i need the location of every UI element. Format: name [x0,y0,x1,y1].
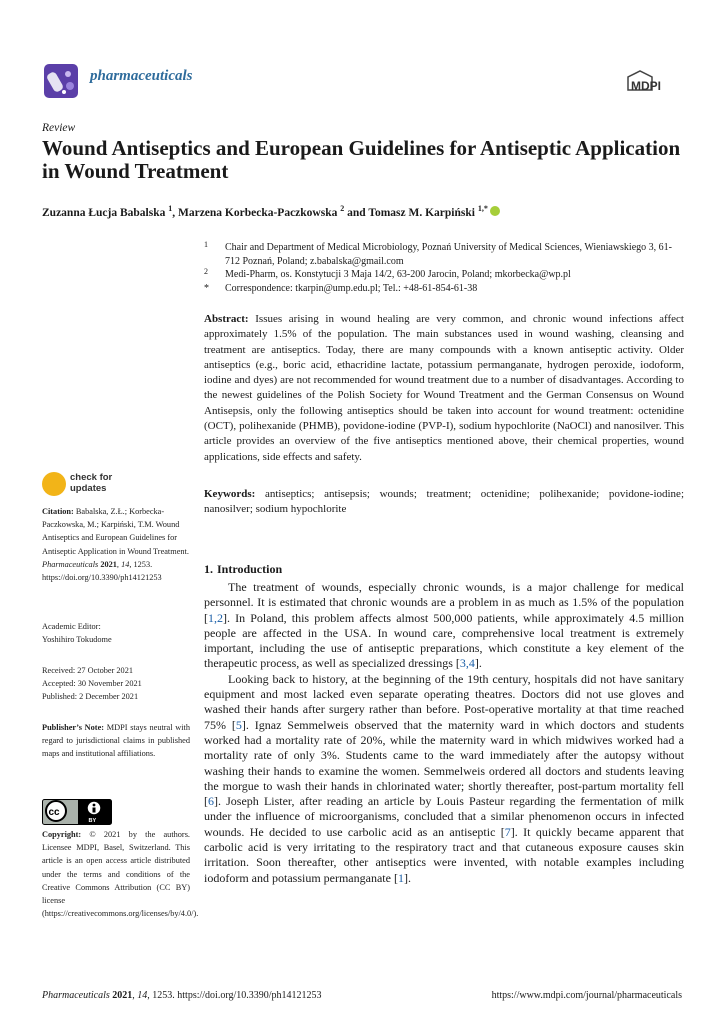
affiliation-text: Medi-Pharm, os. Konstytucji 3 Maja 14/2, 63-200 Jarocin, Poland; mkorbecka@wp.pl [225,269,571,280]
journal-logo-icon [42,62,80,100]
paragraph: The treatment of wounds, especially chronic wounds, is a major challenge for medical personnel. It is estimated that chronic wounds are a problem in as much as 1.5% of the population [1,2]. In Poland, this problem affects almost 500,000 patients, while approximately 4.5 million people are affected in the USA. In wound care, comprehensive local treatment is extremely important, including the use of antiseptic preparations, which constitute a key element of the therapeutic process, as well as specialized dressings [3,4]. [204,580,684,671]
citation-doi-link[interactable]: https://doi.org/10.3390/ph14121253 [42,573,162,583]
editor-name: Yoshihiro Tokudome [42,635,112,645]
academic-editor [42,620,190,646]
section-title: Introduction [217,562,283,576]
citation-pages: , 1253. [129,559,153,569]
author-affiliation-mark: 2 [340,204,345,213]
check-for-updates-button[interactable] [42,470,152,500]
author-separator: , [172,206,178,219]
author-affiliation-mark: 1,* [477,204,488,213]
affiliation-mark: 1 [204,240,208,249]
author-name[interactable]: Marzena Korbecka-Paczkowska [177,206,338,219]
reference-link[interactable]: 1 [397,870,404,885]
publisher-note-label: Publisher’s Note: [42,723,105,732]
mdpi-logo-icon[interactable] [624,68,682,96]
affiliation-item [204,282,684,296]
author-name[interactable]: Zuzanna Łucja Babalska [42,206,166,219]
reference-link[interactable]: 6 [208,794,214,809]
abstract [204,312,684,465]
article-title: Wound Antiseptics and European Guidelines for Antiseptic Application in Wound Treatment [42,136,681,183]
section-heading [204,562,286,577]
affiliation-mark: * [204,282,209,294]
citation-volume: 14 [121,559,130,569]
footer-journal-url[interactable]: https://www.mdpi.com/journal/pharmaceuticals [491,990,682,1001]
citation-year: 2021 [100,559,117,569]
affiliations [204,241,684,295]
accepted-date: Accepted: 30 November 2021 [42,679,142,689]
citation-label: Citation: [42,507,74,516]
keywords-text: antiseptics; antisepsis; wounds; treatment; octenidine; polihexanide; povidone-iodine; nanosilver; sodium hypochlorite [204,488,684,516]
footer-citation: Pharmaceuticals 2021, 14, 1253. https://doi.org/10.3390/ph14121253 [42,990,322,1001]
author-name[interactable]: Tomasz M. Karpiński [368,206,475,219]
author-list [42,204,500,219]
abstract-text: Issues arising in wound healing are very common, and chronic wound infections affect approximately 1.5% of the population. The main substances used in wound washing, cleansing and treatment are antiseptics. Today, there are many compounds with a known antiseptic activity. Older antiseptics (e.g., boric acid, ethacridine lactate, potassium permanganate, hydrogen peroxide, iodoform, iodine and dyes) are not recommended for wound treatment due to a number of disadvantages. According to the newest guidelines of the Polish Society for Wound Treatment and the German Consensus on Wound Antisepsis, only the following antiseptics should be taken into account for wound treatment: octenidine (OCT), polihexanide (PHMB), povidone-iodine (PVP-I), sodium hypochlorite (NaOCl) and nanosilver. This article provides an overview of the five antiseptics mentioned above, their chemical properties, wound applications, side effects and safety. [204,313,684,463]
publication-dates [42,664,190,704]
check-for-updates-label: check for updates [70,472,113,494]
creative-commons-icon[interactable] [42,799,112,825]
affiliation-item [204,268,684,282]
section-number: 1. [204,562,213,576]
citation-journal: Pharmaceuticals [42,559,99,569]
copyright-label: Copyright: [42,830,82,839]
affiliation-text: Chair and Department of Medical Microbiology, Poznań University of Medical Sciences, Wieniawskiego 3, 61-712 Poznań, Poland; z.babalska@gmail.com [225,242,672,267]
correspondence-text: Correspondence: tkarpin@ump.edu.pl; Tel.: +48-61-854-61-38 [225,282,478,294]
received-date: Received: 27 October 2021 [42,666,134,675]
svg-text:MDPI: MDPI [631,79,661,93]
paragraph: Looking back to history, at the beginning of the 19th century, hospitals did not have sanitary equipment and most lacked even separate operating theatres. Doctors did not use gloves and washed their hands after surgery rather than before. Post-operative mortality at that time reached 75% [5]. Ignaz Semmelweis observed that the maternity ward in which doctors and students worked had a mortality rate of 20%, while the maternity ward in which midwives worked had a mortality rate of only 3%. Students came to the ward immediately after the autopsy without washing their hands to examine the women. Semmelweis ordered all doctors and students leaving the morgue to wash their hands in chlorinated water; shortly thereafter, post-partum mortality fell [6]. Joseph Lister, after reading an article by Louis Pasteur regarding the fermentation of milk under the influence of microorganisms, concluded that a similar phenomenon occurs in infected wounds. He decided to use carbolic acid as an antiseptic [7]. It quickly became apparent that carbolic acid is very irritating to the respiratory tract and that cutaneous exposure causes skin irritation. Soon thereafter, other antiseptics were invented, with notable examples including iodoform and potassium permanganate [1]. [204,671,685,885]
article-type: Review [42,122,76,134]
keywords [204,487,684,518]
svg-text:BY: BY [88,818,97,824]
editor-label: Academic Editor: [42,622,101,631]
citation-block: Citation: Babalska, Z.Ł.; Korbecka-Paczkowska, M.; Karpiński, T.M. Wound Antiseptics and European Guidelines for Antiseptic Application in Wound Treatment. Pharmaceuticals 2021, 14, 1253. https://doi.org/10.3390/ph14121253 [42,507,189,583]
author-affiliation-mark: 1 [168,204,173,213]
reference-link[interactable]: 1,2 [208,610,223,625]
orcid-icon[interactable] [490,206,500,216]
reference-link[interactable]: 3,4 [459,656,475,671]
copyright-text: © 2021 by the authors. Licensee MDPI, Basel, Switzerland. This article is an open access article distributed under the terms and conditions of the Creative Commons Attribution (CC BY) license (https://creativecommons.org/licenses/by/4.0/). [42,830,199,919]
abstract-label: Abstract: [204,313,249,325]
affiliation-mark: 2 [204,267,208,276]
journal-name[interactable]: pharmaceuticals [90,68,193,84]
introduction-body [204,580,684,886]
publisher-note [42,721,190,761]
citation-text: Babalska, Z.Ł.; Korbecka-Paczkowska, M.; Karpiński, T.M. Wound Antiseptics and European Guidelines for Antiseptic Application in Wound Treatment. [42,507,189,556]
keywords-label: Keywords: [204,488,256,500]
check-for-updates-icon [42,472,66,496]
svg-text:cc: cc [48,807,60,818]
reference-link[interactable]: 5 [235,717,242,732]
publisher-note-text: MDPI stays neutral with regard to jurisdictional claims in published maps and institutional affiliations. [42,723,190,759]
affiliation-item [204,241,684,268]
author-separator: and [344,206,369,219]
reference-link[interactable]: 7 [504,824,511,839]
copyright-block [42,828,199,920]
published-date: Published: 2 December 2021 [42,692,139,702]
